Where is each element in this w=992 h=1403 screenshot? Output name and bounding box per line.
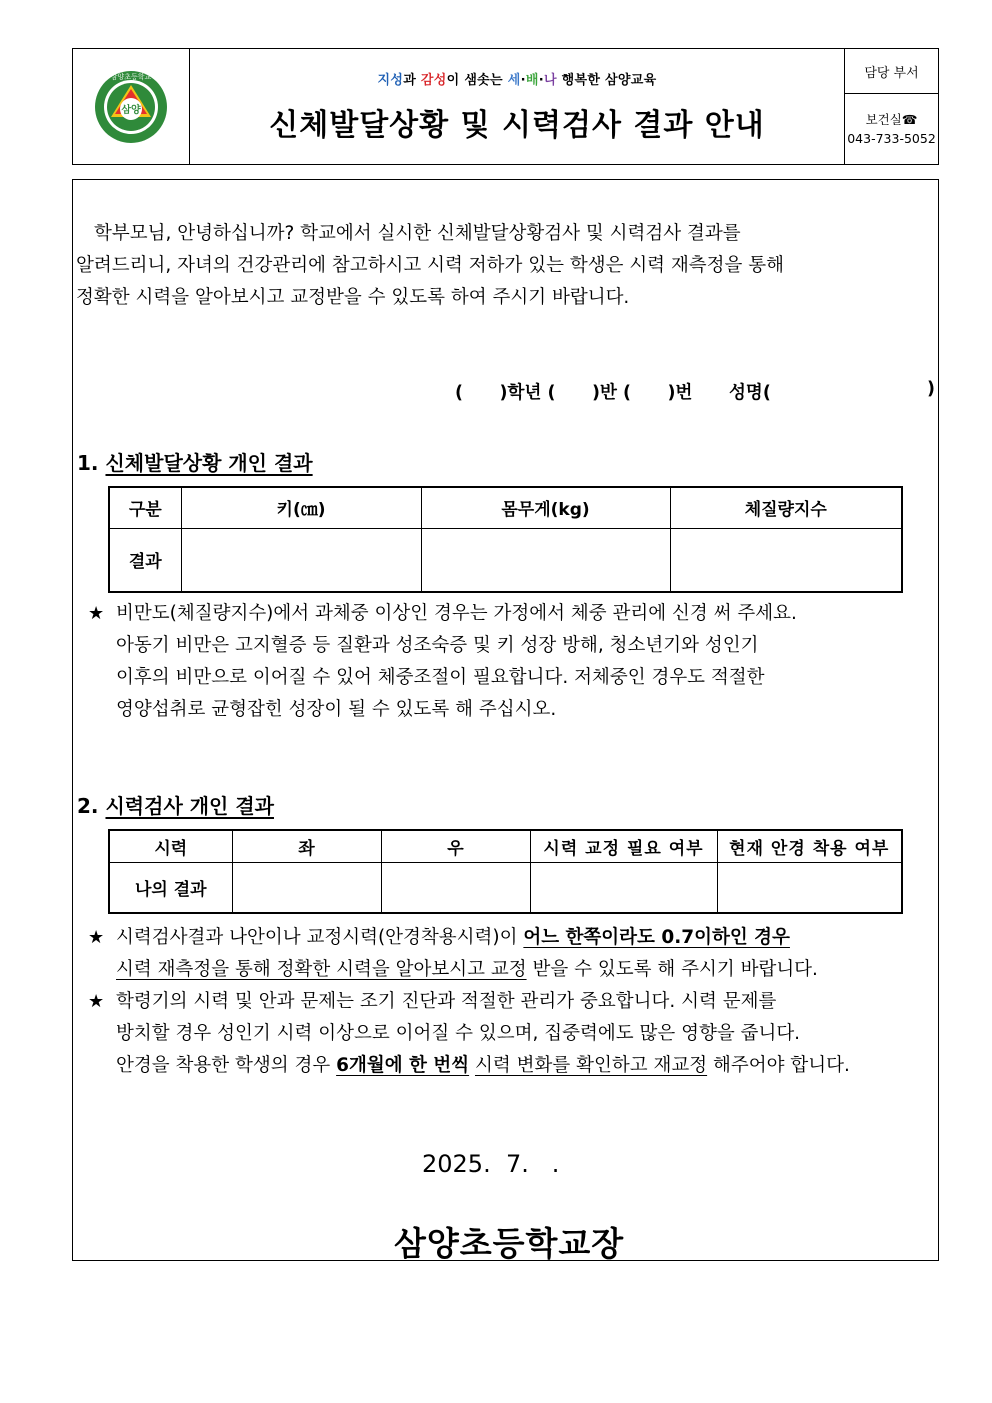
height-cell (181, 528, 421, 592)
slogan-part: 나 (543, 73, 557, 88)
table-header: 체질량지수 (670, 487, 902, 528)
note-underline: 시력 변화를 확인하고 재교정 (474, 1055, 708, 1076)
section2-title-text: 시력검사 개인 결과 (105, 794, 274, 818)
row-label: 나의 결과 (109, 862, 232, 913)
section1-title (77, 447, 313, 476)
dept-label: 담당 부서 (845, 49, 938, 94)
intro-line: 학부모님, 안녕하십니까? 학교에서 실시한 신체발달상황검사 및 시력검사 결과를 (94, 223, 741, 244)
dept-info (845, 94, 938, 164)
section1-title-text: 신체발달상황 개인 결과 (105, 451, 313, 475)
intro-line: 정확한 시력을 알아보시고 교정받을 수 있도록 하여 주시기 바랍니다. (76, 287, 630, 308)
table-header: 현재 안경 착용 여부 (717, 830, 902, 862)
slogan-part: 지성 (377, 73, 404, 88)
note-text: 안경을 착용한 학생의 경우 (116, 1055, 337, 1076)
note-line: 이후의 비만으로 이어질 수 있어 체중조절이 필요합니다. 저체중인 경우도 적절한 (116, 667, 765, 688)
document-date: 2025. 7. . (422, 1150, 560, 1178)
bmi-cell (670, 528, 902, 592)
star-icon: ★ (88, 603, 105, 624)
slogan-part: 행복한 삼양교육 (556, 73, 657, 88)
slogan-part: · (538, 73, 544, 88)
note-line: 영양섭취로 균형잡힌 성장이 될 수 있도록 해 주십시오. (116, 699, 557, 720)
body-measure-table (108, 486, 903, 593)
note-line: 비만도(체질량지수)에서 과체중 이상인 경우는 가정에서 체중 관리에 신경 써 주세요. (116, 603, 797, 624)
student-info-close: ) (927, 379, 935, 399)
slogan-part: 세 (507, 73, 521, 88)
note-line: 아동기 비만은 고지혈증 등 질환과 성조숙증 및 키 성장 방해, 청소년기와 성인기 (116, 635, 759, 656)
section1-number: 1. (77, 451, 106, 475)
school-emblem-icon (93, 69, 169, 145)
dept-name: 보건실☎ (865, 112, 918, 127)
section1-note (88, 598, 797, 726)
section2-number: 2. (77, 794, 106, 818)
note-text: 방치할 경우 성인기 시력 이상으로 이어질 수 있으며, 집중력에도 많은 영향을 줍니다. (116, 1023, 801, 1044)
title-cell (190, 49, 845, 164)
left-eye-cell (232, 862, 381, 913)
principal-signature: 삼양초등학교장 (394, 1224, 625, 1263)
note-text: 받을 수 있도록 해 주시기 바랍니다. (526, 959, 818, 980)
student-info-line: ( )학년 ( )반 ( )번 성명( (455, 383, 771, 403)
table-header: 시력 (109, 830, 232, 862)
slogan-part: 과 (403, 73, 421, 88)
logo-cell (73, 49, 190, 164)
section2-title (77, 790, 274, 819)
logo-ring-text: 삼양초등학교 (110, 72, 152, 81)
table-header: 시력 교정 필요 여부 (530, 830, 717, 862)
slogan-part: · (520, 73, 526, 88)
intro-line: 알려드리니, 자녀의 건강관리에 참고하시고 시력 저하가 있는 학생은 시력 재측정을 통해 (76, 255, 785, 276)
weight-cell (421, 528, 670, 592)
note-text: 해주어야 합니다. (707, 1055, 850, 1076)
star-icon: ★ (88, 991, 105, 1012)
row-label: 결과 (109, 528, 181, 592)
page-title: 신체발달상황 및 시력검사 결과 안내 (269, 108, 765, 143)
note-underline: 시력 재측정을 통해 정확한 시력을 알아보시고 교정 (116, 959, 527, 980)
note-emphasis: 6개월에 한 번씩 (336, 1055, 470, 1076)
table-header: 좌 (232, 830, 381, 862)
right-eye-cell (381, 862, 530, 913)
slogan-part: 감성 (420, 73, 447, 88)
table-header: 우 (381, 830, 530, 862)
dept-phone: 043-733-5052 (847, 131, 936, 146)
table-header: 몸무게(kg) (421, 487, 670, 528)
table-header: 구분 (109, 487, 181, 528)
note-emphasis: 어느 한쪽이라도 0.7이하인 경우 (523, 927, 790, 948)
dept-cell (845, 49, 938, 164)
document-header (72, 48, 939, 165)
vision-table (108, 829, 903, 914)
note-text: 학령기의 시력 및 안과 문제는 조기 진단과 적절한 관리가 중요합니다. 시력 문제를 (116, 991, 777, 1012)
section2-note (88, 922, 850, 1082)
slogan (378, 69, 657, 88)
star-icon: ★ (88, 927, 105, 948)
table-header: 키(㎝) (181, 487, 421, 528)
note-text: 시력검사결과 나안이나 교정시력(안경착용시력)이 (116, 927, 524, 948)
glasses-wearing-cell (717, 862, 902, 913)
slogan-part: 이 샘솟는 (446, 73, 508, 88)
correction-needed-cell (530, 862, 717, 913)
intro-paragraph (76, 218, 906, 314)
slogan-part: 배 (525, 73, 539, 88)
logo-text: 삼양 (121, 104, 141, 116)
